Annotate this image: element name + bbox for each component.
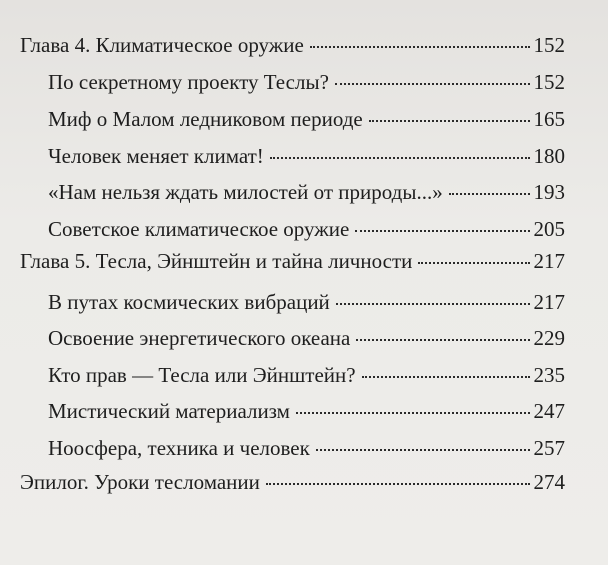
toc-entry-section xyxy=(48,325,565,351)
toc-entry-page: 217 xyxy=(533,290,565,314)
toc-entry-page: 165 xyxy=(533,107,565,131)
toc-entry-title: Глава 5. Тесла, Эйнштейн и тайна личности xyxy=(20,249,413,273)
toc-entry-page: 229 xyxy=(533,326,565,350)
dot-leader xyxy=(335,82,530,85)
toc-entry-section xyxy=(48,362,565,388)
dot-leader xyxy=(266,482,530,485)
dot-leader xyxy=(369,119,530,122)
toc-entry-chapter-4 xyxy=(20,32,565,58)
toc-entry-section xyxy=(48,435,565,461)
toc-entry-page: 247 xyxy=(533,399,565,423)
toc-entry-title: Ноосфера, техника и человек xyxy=(48,436,310,460)
toc-entry-epilogue xyxy=(20,469,565,495)
dot-leader xyxy=(356,338,529,341)
toc-entry-page: 152 xyxy=(533,33,565,57)
toc-entry-section xyxy=(48,289,565,315)
toc-entry-page: 180 xyxy=(533,144,565,168)
dot-leader xyxy=(362,375,530,378)
toc-entry-title: «Нам нельзя ждать милостей от природы...» xyxy=(48,180,443,204)
toc-entry-section xyxy=(48,216,565,242)
toc-entry-section xyxy=(48,69,565,95)
toc-entry-page: 217 xyxy=(533,249,565,273)
dot-leader xyxy=(355,229,529,232)
toc-entry-title: Эпилог. Уроки тесломании xyxy=(20,470,260,494)
toc-entry-title: Глава 4. Климатическое оружие xyxy=(20,33,304,57)
toc-entry-page: 205 xyxy=(533,217,565,241)
toc-entry-section xyxy=(48,398,565,424)
toc-entry-title: Человек меняет климат! xyxy=(48,144,264,168)
toc-entry-chapter-5 xyxy=(20,248,565,274)
dot-leader xyxy=(270,156,530,159)
toc-entry-title: В путах космических вибраций xyxy=(48,290,330,314)
dot-leader xyxy=(418,261,529,264)
toc-entry-page: 257 xyxy=(533,436,565,460)
dot-leader xyxy=(310,45,530,48)
toc-entry-page: 152 xyxy=(533,70,565,94)
dot-leader xyxy=(316,448,530,451)
dot-leader xyxy=(336,302,530,305)
toc-entry-section xyxy=(48,179,565,205)
dot-leader xyxy=(296,411,530,414)
dot-leader xyxy=(449,192,530,195)
toc-entry-page: 274 xyxy=(533,470,565,494)
toc-entry-title: Освоение энергетического океана xyxy=(48,326,351,350)
toc-entry-page: 193 xyxy=(533,180,565,204)
toc-entry-title: Миф о Малом ледниковом периоде xyxy=(48,107,363,131)
toc-entry-title: По секретному проекту Теслы? xyxy=(48,70,329,94)
toc-entry-section xyxy=(48,106,565,132)
toc-entry-section xyxy=(48,143,565,169)
toc-entry-page: 235 xyxy=(533,363,565,387)
toc-entry-title: Советское климатическое оружие xyxy=(48,217,350,241)
toc-entry-title: Кто прав — Тесла или Эйнштейн? xyxy=(48,363,356,387)
toc-entry-title: Мистический материализм xyxy=(48,399,290,423)
